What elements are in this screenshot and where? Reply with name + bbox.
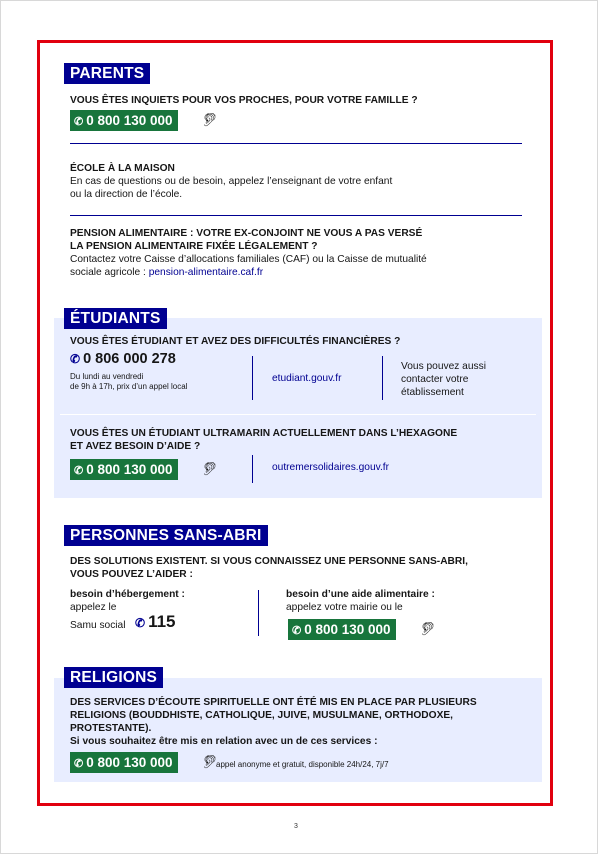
pension-link[interactable]: pension-alimentaire.caf.fr xyxy=(148,267,264,278)
phone-icon: ✆ xyxy=(70,352,81,366)
samu-social-label: Samu social xyxy=(70,620,126,631)
divider xyxy=(252,356,253,400)
samu-phone[interactable] xyxy=(135,612,176,632)
hearing-impaired-icon: 🦻︎ xyxy=(418,621,435,636)
phone-number: 0 800 130 000 xyxy=(86,462,173,477)
phone-number: 0 800 130 000 xyxy=(304,622,391,637)
ultramarin-question-2: ET AVEZ BESOIN D’AIDE ? xyxy=(70,441,201,452)
religions-line-3: PROTESTANTE). xyxy=(70,723,152,734)
contact-line-2: contacter votre xyxy=(401,374,469,385)
religions-phone-button[interactable] xyxy=(70,752,178,773)
divider xyxy=(258,590,259,636)
contact-line-3: établissement xyxy=(401,387,464,398)
etudiant-gouv-link[interactable]: etudiant.gouv.fr xyxy=(272,373,342,384)
outremer-link[interactable]: outremersolidaires.gouv.fr xyxy=(272,462,390,473)
parents-question: VOUS ÊTES INQUIETS POUR VOS PROCHES, POUR VOTRE FAMILLE ? xyxy=(70,95,418,106)
hebergement-title: besoin d’hébergement : xyxy=(70,589,185,600)
phone-icon: ✆ xyxy=(135,616,146,630)
divider xyxy=(252,455,253,483)
divider xyxy=(60,414,536,415)
pension-text-1: Contactez votre Caisse d’allocations familiales (CAF) ou la Caisse de mutualité xyxy=(70,254,427,265)
religions-note: appel anonyme et gratuit, disponible 24h/24, 7j/7 xyxy=(216,760,389,769)
divider xyxy=(70,143,522,144)
religions-line-2: RELIGIONS (BOUDDHISTE, CATHOLIQUE, JUIVE, MUSULMANE, ORTHODOXE, xyxy=(70,710,453,721)
parents-phone-button[interactable] xyxy=(70,110,178,131)
sans-abri-question-1: DES SOLUTIONS EXISTENT. SI VOUS CONNAISSEZ UNE PERSONNE SANS-ABRI, xyxy=(70,556,468,567)
aide-alimentaire-text: appelez votre mairie ou le xyxy=(286,602,403,613)
pension-title-1: PENSION ALIMENTAIRE : VOTRE EX-CONJOINT NE VOUS A PAS VERSÉ xyxy=(70,228,423,239)
school-text-1: En cas de questions ou de besoin, appelez l’enseignant de votre enfant xyxy=(70,176,393,187)
page-number: 3 xyxy=(294,823,298,830)
phone-icon: ✆ xyxy=(292,625,302,637)
hearing-impaired-icon: 🦻︎ xyxy=(200,461,217,476)
pension-text-2 xyxy=(70,267,263,280)
divider xyxy=(382,356,383,400)
hebergement-text: appelez le xyxy=(70,602,117,613)
hours-line-1: Du lundi au vendredi xyxy=(70,372,144,381)
phone-number: 0 800 130 000 xyxy=(86,755,173,770)
section-title-etudiants: ÉTUDIANTS xyxy=(64,308,167,329)
etudiants-question: VOUS ÊTES ÉTUDIANT ET AVEZ DES DIFFICULTÉS FINANCIÈRES ? xyxy=(70,336,401,347)
pension-title-2: LA PENSION ALIMENTAIRE FIXÉE LÉGALEMENT ? xyxy=(70,241,318,252)
religions-line-4: Si vous souhaitez être mis en relation avec un de ces services : xyxy=(70,736,378,747)
ultramarin-question-1: VOUS ÊTES UN ÉTUDIANT ULTRAMARIN ACTUELLEMENT DANS L’HEXAGONE xyxy=(70,428,458,439)
sans-abri-question-2: VOUS POUVEZ L’AIDER : xyxy=(70,569,193,580)
section-title-sans-abri: PERSONNES SANS-ABRI xyxy=(64,525,268,546)
phone-number: 0 800 130 000 xyxy=(86,113,173,128)
section-title-parents: PARENTS xyxy=(64,63,150,84)
school-title: ÉCOLE À LA MAISON xyxy=(70,163,175,174)
ultramarin-phone-button[interactable] xyxy=(70,459,178,480)
hearing-impaired-icon: 🦻︎ xyxy=(200,754,217,769)
pension-prefix: sociale agricole : xyxy=(70,267,149,278)
aide-alimentaire-title: besoin d’une aide alimentaire : xyxy=(286,589,435,600)
section-title-religions: RELIGIONS xyxy=(64,667,163,688)
divider xyxy=(70,215,522,216)
etudiants-phone[interactable] xyxy=(70,351,176,367)
phone-icon: ✆ xyxy=(74,758,84,770)
phone-number: 0 806 000 278 xyxy=(83,351,176,367)
phone-icon: ✆ xyxy=(74,116,84,128)
samu-number: 115 xyxy=(148,612,176,631)
religions-line-1: DES SERVICES D’ÉCOUTE SPIRITUELLE ONT ÉTÉ MIS EN PLACE PAR PLUSIEURS xyxy=(70,697,477,708)
school-text-2: ou la direction de l’école. xyxy=(70,189,183,200)
aide-alimentaire-phone-button[interactable] xyxy=(288,619,396,640)
contact-line-1: Vous pouvez aussi xyxy=(401,361,486,372)
phone-icon: ✆ xyxy=(74,465,84,477)
hearing-impaired-icon: 🦻︎ xyxy=(200,112,217,127)
hours-line-2: de 9h à 17h, prix d’un appel local xyxy=(70,382,188,391)
